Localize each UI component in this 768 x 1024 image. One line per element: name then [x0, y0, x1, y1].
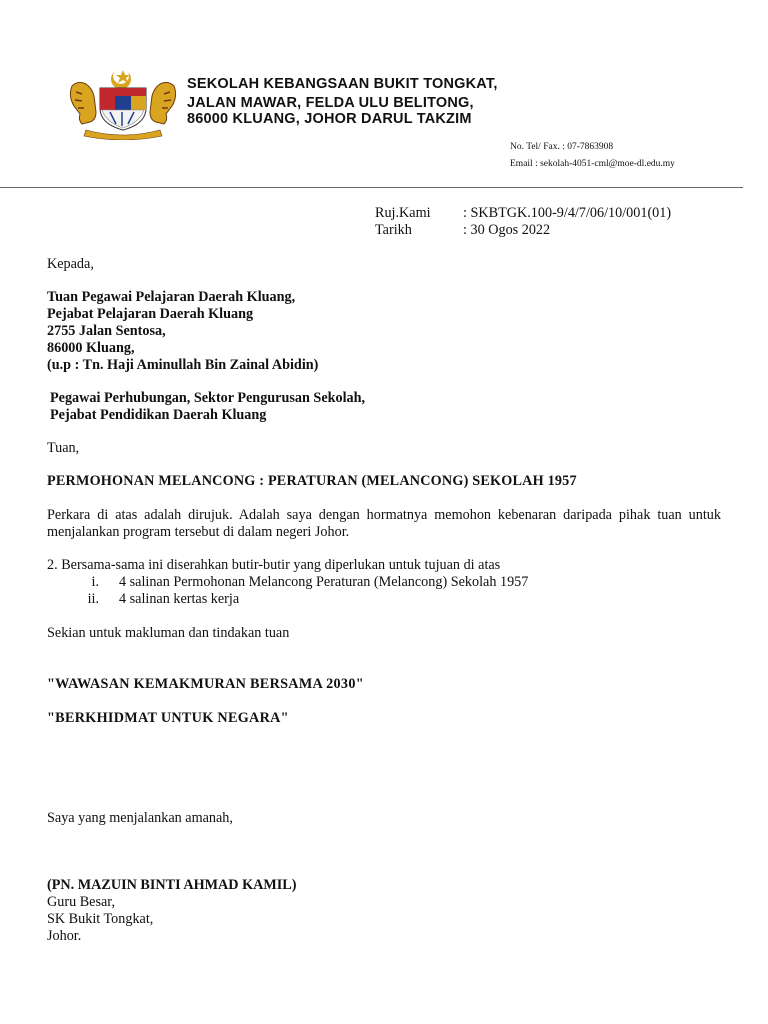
school-phone: No. Tel/ Fax. : 07-7863908 [510, 142, 614, 152]
date-value: : 30 Ogos 2022 [463, 222, 551, 238]
signature-block [47, 877, 296, 945]
list-item-text: 4 salinan kertas kerja [119, 591, 240, 607]
signatory-name: (PN. MAZUIN BINTI AHMAD KAMIL) [47, 877, 297, 893]
cc-line: Pegawai Perhubungan, Sektor Pengurusan Sekolah, [50, 390, 366, 406]
closing-line: Sekian untuk makluman dan tindakan tuan [47, 625, 290, 641]
recipient-line: 2755 Jalan Sentosa, [47, 323, 166, 339]
list-item-number: i. [91, 574, 99, 590]
recipient-line: 86000 Kluang, [47, 340, 135, 356]
school-address-line3: 86000 KLUANG, JOHOR DARUL TAKZIM [187, 111, 472, 127]
reference-block [375, 205, 671, 239]
signatory-state: Johor. [47, 928, 82, 944]
motto-2: "BERKHIDMAT UNTUK NEGARA" [47, 710, 289, 726]
paragraph-1: Perkara di atas adalah dirujuk. Adalah saya dengan hormatnya memohon kebenaran daripada pihak tuan untuk menjalankan program tersebut di dalam negeri Johor. [47, 507, 721, 540]
list-item [47, 574, 528, 591]
letter-subject: PERMOHONAN MELANCONG : PERATURAN (MELANCONG) SEKOLAH 1957 [47, 473, 577, 489]
list-item-text: 4 salinan Permohonan Melancong Peraturan (Melancong) Sekolah 1957 [119, 574, 529, 590]
list-item-number: ii. [87, 591, 99, 607]
recipient-line: Pejabat Pelajaran Daerah Kluang [47, 306, 254, 322]
salutation-to: Kepada, [47, 256, 94, 272]
recipient-line: (u.p : Tn. Haji Aminullah Bin Zainal Abidin) [47, 357, 319, 373]
list-item [47, 591, 528, 608]
date-label: Tarikh [375, 222, 412, 238]
sign-off: Saya yang menjalankan amanah, [47, 810, 233, 826]
ruj-value: : SKBTGK.100-9/4/7/06/10/001(01) [463, 205, 672, 221]
school-address-line2: JALAN MAWAR, FELDA ULU BELITONG, [187, 95, 474, 111]
cc-line: Pejabat Pendidikan Daerah Kluang [50, 407, 267, 423]
ruj-label: Ruj.Kami [375, 205, 431, 221]
coat-of-arms-logo [62, 68, 184, 140]
recipient-line: Tuan Pegawai Pelajaran Daerah Kluang, [47, 289, 296, 305]
school-email: Email : sekolah-4051-cml@moe-dl.edu.my [510, 159, 675, 169]
signatory-title: Guru Besar, [47, 894, 115, 910]
recipient-block [47, 289, 318, 374]
cc-block [50, 390, 365, 424]
header-divider [0, 187, 743, 188]
greeting: Tuan, [47, 440, 80, 456]
school-name-line1: SEKOLAH KEBANGSAAN BUKIT TONGKAT, [187, 76, 498, 92]
attachment-list [47, 574, 528, 608]
paragraph-2: 2. Bersama-sama ini diserahkan butir-butir yang diperlukan untuk tujuan di atas [47, 557, 501, 573]
signatory-school: SK Bukit Tongkat, [47, 911, 154, 927]
motto-1: "WAWASAN KEMAKMURAN BERSAMA 2030" [47, 676, 364, 692]
